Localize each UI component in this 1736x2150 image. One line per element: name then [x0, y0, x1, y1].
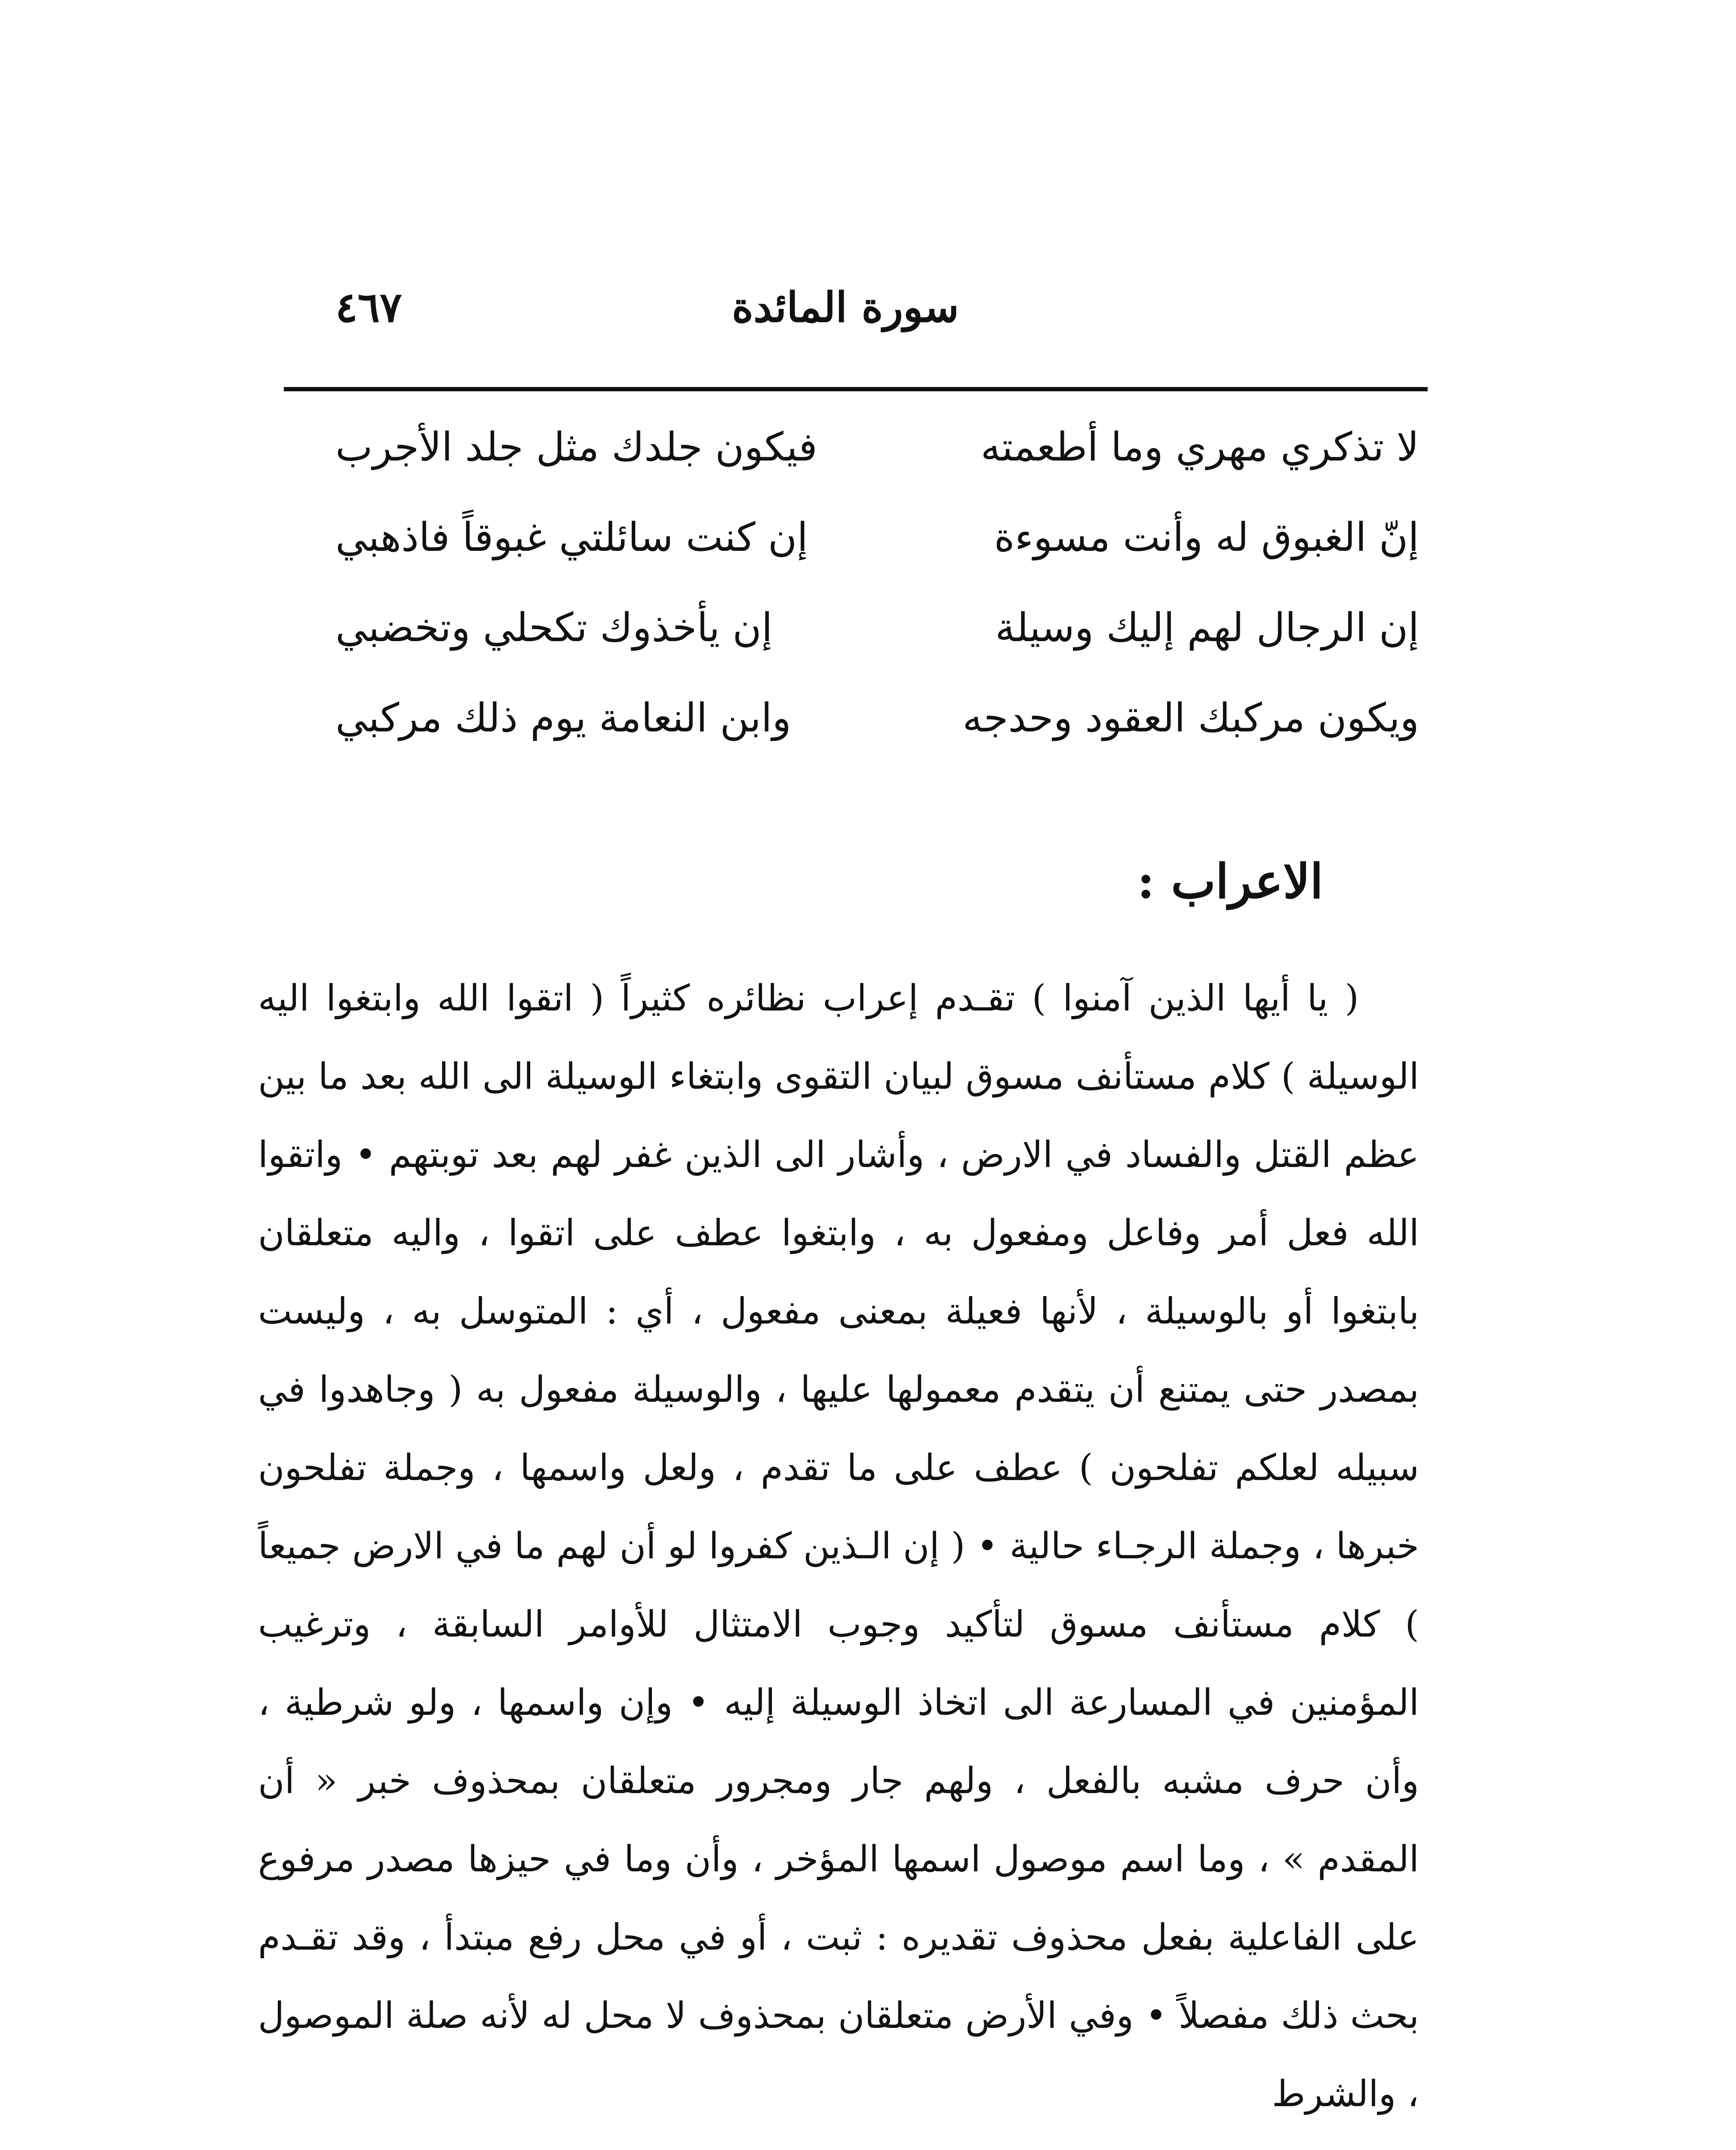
- poem-verse: [301, 404, 1419, 494]
- verse-second-hemistich: فيكون جلدك مثل جلد الأجرب: [335, 424, 817, 470]
- section-heading: الاعراب :: [1137, 854, 1323, 909]
- page-number: ٤٦٧: [335, 283, 402, 332]
- verse-first-hemistich: لا تذكري مهري وما أطعمته: [980, 424, 1419, 470]
- verse-second-hemistich: إن كنت سائلتي غبوقاً فاذهبي: [335, 514, 808, 560]
- header-rule: [284, 387, 1428, 391]
- poem-verse: [301, 494, 1419, 585]
- verse-second-hemistich: إن يأخذوك تكحلي وتخضبي: [335, 605, 773, 651]
- verse-second-hemistich: وابن النعامة يوم ذلك مركبي: [335, 695, 791, 741]
- page-header: [284, 275, 1428, 344]
- poem-block: [301, 404, 1419, 765]
- verse-first-hemistich: إنّ الغبوق له وأنت مسوءة: [994, 514, 1419, 560]
- poem-verse: [301, 585, 1419, 675]
- poem-verse: [301, 675, 1419, 765]
- surah-title: سورة المائدة: [731, 283, 959, 332]
- verse-first-hemistich: ويكون مركبك العقود وحدجه: [962, 695, 1419, 741]
- verse-first-hemistich: إن الرجال لهم إليك وسيلة: [995, 605, 1419, 651]
- body-paragraph: ( يا أيها الذين آمنوا ) تقـدم إعراب نظائره كثيراً ( اتقوا الله وابتغوا اليه الوسيلة ) كلام مستأنف مسوق لبيان التقوى وابتغاء الوسيلة الى الله بعد ما بين عظم القتل والفساد في الارض ، وأشار الى الذين غفر لهم بعد توبتهم • واتقوا الله فعل أمر وفاعل ومفعول به ، وابتغوا عطف على اتقوا ، واليه متعلقان بابتغوا أو بالوسيلة ، لأنها فعيلة بمعنى مفعول ، أي : المتوسل به ، وليست بمصدر حتى يمتنع أن يتقدم معمولها عليها ، والوسيلة مفعول به ( وجاهدوا في سبيله لعلكم تفلحون ) عطف على ما تقدم ، ولعل واسمها ، وجملة تفلحون خبرها ، وجملة الرجـاء حالية • ( إن الـذين كفروا لو أن لهم ما في الارض جميعاً ) كلام مستأنف مسوق لتأكيد وجوب الامتثال للأوامر السابقة ، وترغيب المؤمنين في المسارعة الى اتخاذ الوسيلة إليه • وإن واسمها ، ولو شرطية ، وأن حرف مشبه بالفعل ، ولهم جار ومجرور متعلقان بمحذوف خبر « أن المقدم » ، وما اسم موصول اسمها المؤخر ، وأن وما في حيزها مصدر مرفوع على الفاعلية بفعل محذوف تقديره : ثبت ، أو في محل رفع مبتدأ ، وقد تقـدم بحث ذلك مفصلاً • وفي الأرض متعلقان بمحذوف لا محل له لأنه صلة الموصول ، والشرط: [258, 977, 1419, 2115]
- body-text: [258, 959, 1419, 2133]
